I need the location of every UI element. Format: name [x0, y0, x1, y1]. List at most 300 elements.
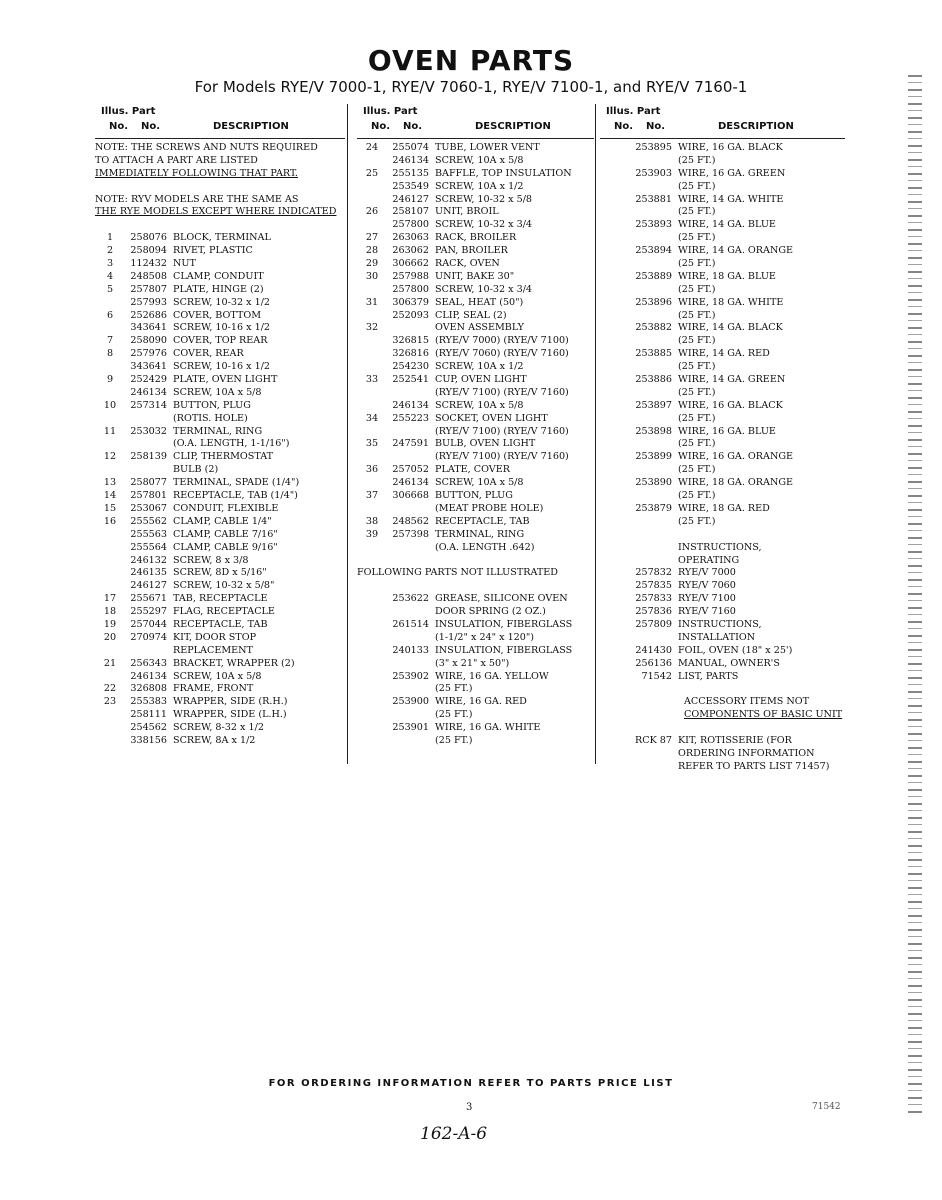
part-description: WIRE, 14 GA. WHITE	[678, 193, 784, 205]
parts-row	[357, 284, 594, 297]
part-number: 253885	[635, 348, 672, 360]
part-number: 255297	[130, 606, 167, 618]
accessory-heading: COMPONENTS OF BASIC UNIT	[684, 709, 843, 721]
illus-number	[600, 361, 630, 374]
column-header	[600, 104, 845, 139]
illus-part-header: Illus. Part	[101, 106, 156, 117]
part-number: 257052	[392, 464, 429, 476]
part-number: 253886	[635, 374, 672, 386]
part-description: (25 FT.)	[678, 206, 716, 218]
illus-number	[357, 696, 387, 709]
illus-number	[95, 387, 125, 400]
part-description: (25 FT.)	[435, 734, 473, 746]
parts-column-1	[95, 104, 345, 748]
parts-row	[357, 155, 594, 168]
parts-row	[600, 529, 845, 542]
part-description: TUBE, LOWER VENT	[435, 142, 540, 153]
illus-number	[357, 683, 387, 696]
parts-row	[357, 361, 594, 374]
illus-number	[600, 555, 630, 568]
illus-number	[357, 426, 387, 439]
illus-number: 28	[365, 245, 379, 257]
illus-number: 23	[103, 696, 117, 708]
part-number: 247591	[392, 438, 429, 450]
parts-row	[600, 335, 845, 348]
part-number: 258076	[130, 232, 167, 244]
part-description: CLAMP, CABLE 7/16"	[173, 528, 278, 540]
part-number: 253881	[635, 193, 672, 205]
illus-number	[600, 593, 630, 606]
parts-row	[357, 297, 594, 310]
parts-list	[357, 593, 594, 748]
illus-number	[600, 464, 630, 477]
parts-row	[357, 683, 594, 696]
part-description: SCREW, 8D x 5/16"	[173, 567, 267, 579]
parts-row	[600, 142, 845, 155]
parts-row	[600, 155, 845, 168]
parts-row	[357, 658, 594, 671]
part-number: 257976	[130, 348, 167, 360]
part-number: 248562	[392, 515, 429, 527]
part-description: NUT	[173, 258, 196, 270]
part-number: 253902	[392, 670, 429, 682]
part-number: 257833	[635, 593, 672, 605]
parts-row	[95, 322, 345, 335]
part-description: CLAMP, CABLE 1/4"	[173, 515, 272, 527]
illus-number	[357, 645, 387, 658]
parts-row	[357, 374, 594, 387]
part-description: WIRE, 18 GA. RED	[678, 502, 770, 514]
note-block	[95, 142, 345, 232]
part-number: 253032	[130, 425, 167, 437]
parts-row	[357, 606, 594, 619]
illus-number: 38	[365, 515, 379, 527]
part-number	[630, 748, 678, 761]
page-number: 3	[466, 1102, 473, 1113]
part-number: 343641	[130, 361, 167, 373]
part-description: UNIT, BAKE 30"	[435, 270, 515, 282]
parts-row	[357, 194, 594, 207]
part-description: CLAMP, CABLE 9/16"	[173, 541, 278, 553]
part-description: GREASE, SILICONE OVEN	[435, 593, 568, 605]
part-number: 257835	[635, 580, 672, 592]
part-number: 253897	[635, 399, 672, 411]
illus-number: 25	[365, 167, 379, 179]
part-description: SCREW, 10A x 5/8	[435, 399, 524, 411]
part-number: 258139	[130, 451, 167, 463]
part-description: WIRE, 18 GA. ORANGE	[678, 477, 794, 489]
part-description: (O.A. LENGTH .642)	[435, 541, 535, 553]
part-description: (3" x 21" x 50")	[435, 657, 510, 669]
description-header: DESCRIPTION	[213, 121, 289, 132]
part-description: (25 FT.)	[678, 232, 716, 244]
part-description: WIRE, 16 GA. BLACK	[678, 399, 783, 411]
parts-row	[600, 426, 845, 439]
part-number	[630, 232, 678, 245]
part-number	[630, 310, 678, 323]
part-description: CUP, OVEN LIGHT	[435, 374, 527, 386]
illus-number	[357, 671, 387, 684]
part-number	[630, 206, 678, 219]
part-number: 263062	[392, 245, 429, 257]
parts-row	[600, 374, 845, 387]
part-description: COVER, REAR	[173, 348, 244, 360]
parts-row	[95, 735, 345, 748]
part-description: MANUAL, OWNER'S	[678, 657, 780, 669]
part-description: INSULATION, FIBERGLASS	[435, 618, 573, 630]
part-description: CONDUIT, FLEXIBLE	[173, 502, 279, 514]
accessory-heading: ACCESSORY ITEMS NOT	[684, 696, 810, 708]
parts-row	[95, 361, 345, 374]
illus-number	[600, 194, 630, 207]
part-description: (25 FT.)	[678, 283, 716, 295]
parts-row	[357, 696, 594, 709]
part-description: KIT, ROTISSERIE (FOR	[678, 734, 792, 746]
illus-number: 9	[106, 374, 114, 386]
part-description: CLIP, THERMOSTAT	[173, 451, 274, 463]
illus-number	[357, 632, 387, 645]
parts-row	[357, 529, 594, 542]
part-number	[630, 335, 678, 348]
part-number: 257832	[635, 567, 672, 579]
part-number: 257398	[392, 528, 429, 540]
part-number: 258107	[392, 206, 429, 218]
part-description: TERMINAL, RING	[435, 528, 525, 540]
part-number: 253622	[392, 593, 429, 605]
parts-list	[357, 142, 594, 555]
part-number	[630, 516, 678, 529]
parts-row	[95, 593, 345, 606]
parts-row	[600, 619, 845, 632]
parts-row	[600, 438, 845, 451]
part-number: 253549	[392, 180, 429, 192]
part-description: FLAG, RECEPTACLE	[173, 606, 275, 618]
part-number: 246134	[392, 477, 429, 489]
parts-row	[95, 271, 345, 284]
parts-row	[357, 245, 594, 258]
part-description: WIRE, 14 GA. BLUE	[678, 219, 776, 231]
part-number: 253895	[635, 142, 672, 153]
part-number	[630, 464, 678, 477]
page-title: OVEN PARTS	[367, 44, 575, 77]
part-description: WIRE, 16 GA. GREEN	[678, 167, 786, 179]
parts-row	[357, 335, 594, 348]
part-number: 306668	[392, 490, 429, 502]
parts-row	[600, 271, 845, 284]
parts-row	[357, 400, 594, 413]
column-divider	[595, 104, 596, 764]
scan-edge-artifact	[908, 75, 922, 1115]
part-description: BULB (2)	[173, 464, 219, 476]
note-line: NOTE: RYV MODELS ARE THE SAME AS	[95, 193, 299, 205]
illus-number	[357, 619, 387, 632]
parts-row	[600, 477, 845, 490]
parts-row	[600, 542, 845, 555]
part-number: 253900	[392, 696, 429, 708]
parts-row	[357, 168, 594, 181]
illus-number	[357, 709, 387, 722]
part-description: BRACKET, WRAPPER (2)	[173, 657, 295, 669]
parts-row	[95, 477, 345, 490]
part-number: 253899	[635, 451, 672, 463]
illus-number	[95, 645, 125, 658]
part-number	[630, 438, 678, 451]
part-description: DOOR SPRING (2 OZ.)	[435, 606, 546, 618]
parts-row	[357, 348, 594, 361]
parts-row	[600, 451, 845, 464]
illus-number	[357, 542, 387, 555]
part-number	[387, 322, 435, 335]
part-description: WIRE, 18 GA. WHITE	[678, 296, 784, 308]
parts-row	[600, 297, 845, 310]
parts-row	[95, 451, 345, 464]
part-number: 343641	[130, 322, 167, 334]
illus-number: 18	[103, 606, 117, 618]
part-number	[630, 155, 678, 168]
part-description: SCREW, 8A x 1/2	[173, 734, 256, 746]
not-illustrated-heading: FOLLOWING PARTS NOT ILLUSTRATED	[357, 567, 558, 579]
part-description: (25 FT.)	[678, 258, 716, 270]
part-number: 306662	[392, 258, 429, 270]
part-description: CLAMP, CONDUIT	[173, 270, 264, 282]
part-number: 257314	[130, 399, 167, 411]
illus-number	[95, 735, 125, 748]
part-description: COVER, BOTTOM	[173, 309, 262, 321]
part-description: RECEPTACLE, TAB (1/4")	[173, 490, 298, 502]
part-description: SCREW, 10A x 5/8	[173, 670, 262, 682]
part-description: (25 FT.)	[678, 335, 716, 347]
illus-number	[357, 658, 387, 671]
parts-row	[600, 503, 845, 516]
part-description: INSULATION, FIBERGLASS	[435, 644, 573, 656]
illus-number: 19	[103, 618, 117, 630]
illus-number	[600, 516, 630, 529]
parts-row	[600, 748, 845, 761]
parts-row	[95, 348, 345, 361]
part-number	[387, 503, 435, 516]
illus-number: 22	[103, 683, 117, 695]
parts-row	[600, 387, 845, 400]
part-number: 255074	[392, 142, 429, 153]
part-number	[630, 761, 678, 774]
illus-number	[357, 606, 387, 619]
part-number: 257807	[130, 283, 167, 295]
parts-row	[600, 310, 845, 323]
illus-number	[357, 387, 387, 400]
part-description: (25 FT.)	[678, 180, 716, 192]
part-description: (25 FT.)	[678, 438, 716, 450]
parts-row	[600, 555, 845, 568]
part-description: BUTTON, PLUG	[173, 399, 251, 411]
parts-row	[357, 142, 594, 155]
illus-number	[600, 451, 630, 464]
parts-row	[600, 258, 845, 271]
parts-row	[600, 194, 845, 207]
parts-row	[95, 722, 345, 735]
illus-number: 14	[103, 490, 117, 502]
parts-row	[357, 258, 594, 271]
part-description: SCREW, 10-16 x 1/2	[173, 322, 271, 334]
illus-number	[600, 645, 630, 658]
part-number	[387, 709, 435, 722]
parts-column-2	[357, 104, 594, 748]
part-description: (MEAT PROBE HOLE)	[435, 502, 544, 514]
illus-number	[600, 297, 630, 310]
illus-number	[95, 438, 125, 451]
part-description: SCREW, 8 x 3/8	[173, 554, 249, 566]
illus-number	[600, 619, 630, 632]
part-description: (25 FT.)	[678, 412, 716, 424]
illus-number	[600, 542, 630, 555]
description-header: DESCRIPTION	[718, 121, 794, 132]
parts-row	[357, 464, 594, 477]
parts-row	[357, 322, 594, 335]
parts-row	[600, 464, 845, 477]
parts-row	[600, 658, 845, 671]
column-header	[95, 104, 345, 139]
part-number: 248508	[130, 270, 167, 282]
part-number: 252093	[392, 309, 429, 321]
part-description: (25 FT.)	[678, 515, 716, 527]
parts-row	[357, 735, 594, 748]
part-description: WIRE, 16 GA. ORANGE	[678, 451, 794, 463]
part-number: 246127	[130, 580, 167, 592]
illus-part-header: Illus. Part	[606, 106, 661, 117]
part-number: 256136	[635, 657, 672, 669]
part-description: (25 FT.)	[678, 154, 716, 166]
part-number: 246135	[130, 567, 167, 579]
part-number: 252686	[130, 309, 167, 321]
parts-row	[600, 168, 845, 181]
part-description: WRAPPER, SIDE (L.H.)	[173, 709, 287, 721]
illus-number: 5	[106, 283, 114, 295]
illus-part-header: Illus. Part	[363, 106, 418, 117]
part-number: 326808	[130, 683, 167, 695]
part-description: (RYE/V 7100) (RYE/V 7160)	[435, 425, 569, 437]
parts-list	[600, 142, 845, 683]
part-number: 71542	[641, 670, 672, 682]
illus-number	[600, 284, 630, 297]
illus-number: 30	[365, 270, 379, 282]
parts-row	[357, 632, 594, 645]
illus-number	[95, 413, 125, 426]
part-number: 253893	[635, 219, 672, 231]
illus-number: 37	[365, 490, 379, 502]
part-description: PLATE, COVER	[435, 464, 510, 476]
illus-number	[95, 361, 125, 374]
part-number: 252429	[130, 374, 167, 386]
parts-row	[357, 503, 594, 516]
part-number: 270974	[130, 631, 167, 643]
parts-row	[357, 413, 594, 426]
part-description: RYE/V 7000	[678, 567, 736, 579]
illus-number: 3	[106, 258, 114, 270]
illus-number: 17	[103, 593, 117, 605]
illus-number	[600, 374, 630, 387]
part-number: 253882	[635, 322, 672, 334]
part-number	[387, 426, 435, 439]
part-description: CLIP, SEAL (2)	[435, 309, 507, 321]
column-header	[357, 104, 594, 139]
part-number: 254230	[392, 361, 429, 373]
part-number: 255564	[130, 541, 167, 553]
illus-number	[600, 580, 630, 593]
illus-number: 24	[365, 142, 379, 153]
parts-row	[600, 567, 845, 580]
handwritten-note: 162-A-6	[420, 1124, 488, 1144]
illus-number: 15	[103, 502, 117, 514]
part-description: RYE/V 7060	[678, 580, 736, 592]
part-number	[630, 555, 678, 568]
part-number: 258111	[130, 709, 167, 721]
part-number	[630, 413, 678, 426]
illus-number	[600, 142, 630, 155]
part-description: (25 FT.)	[678, 386, 716, 398]
part-number	[387, 542, 435, 555]
parts-row	[600, 206, 845, 219]
part-description: (RYE/V 7000) (RYE/V 7100)	[435, 335, 569, 347]
part-description: SCREW, 8-32 x 1/2	[173, 722, 264, 734]
parts-row	[95, 606, 345, 619]
part-no-header: No.	[646, 121, 666, 132]
part-number: 253067	[130, 502, 167, 514]
illus-number	[357, 335, 387, 348]
parts-row	[600, 490, 845, 503]
illus-number	[600, 181, 630, 194]
part-description: WIRE, 16 GA. BLACK	[678, 142, 783, 153]
part-number: 253879	[635, 502, 672, 514]
part-description: RECEPTACLE, TAB	[435, 515, 530, 527]
part-number: 257993	[130, 296, 167, 308]
parts-row	[357, 438, 594, 451]
parts-row	[600, 232, 845, 245]
illus-number	[600, 348, 630, 361]
part-number: 252541	[392, 374, 429, 386]
illus-number: 21	[103, 657, 117, 669]
part-number: 246134	[130, 670, 167, 682]
note-line: TO ATTACH A PART ARE LISTED	[95, 154, 258, 166]
parts-column-3	[600, 104, 845, 774]
part-number: 255671	[130, 593, 167, 605]
part-number	[630, 258, 678, 271]
parts-row	[600, 361, 845, 374]
illus-number: 8	[106, 348, 114, 360]
part-number	[387, 606, 435, 619]
illus-number: 35	[365, 438, 379, 450]
part-description: (1-1/2" x 24" x 120")	[435, 631, 535, 643]
parts-row	[95, 284, 345, 297]
part-number: 255563	[130, 528, 167, 540]
illus-number	[357, 155, 387, 168]
part-description: BUTTON, PLUG	[435, 490, 513, 502]
illus-number: 11	[103, 425, 117, 437]
illus-number: 26	[365, 206, 379, 218]
illus-number	[600, 632, 630, 645]
part-number: 306379	[392, 296, 429, 308]
illus-number	[600, 671, 630, 684]
illus-number	[600, 503, 630, 516]
part-description: (RYE/V 7100) (RYE/V 7160)	[435, 386, 569, 398]
parts-row	[357, 593, 594, 606]
illus-number: 31	[365, 296, 379, 308]
illus-number	[600, 322, 630, 335]
part-description: INSTALLATION	[678, 631, 756, 643]
part-description: RACK, BROILER	[435, 232, 517, 244]
illus-number	[357, 451, 387, 464]
part-number	[125, 464, 173, 477]
illus-no-header: No.	[109, 121, 129, 132]
parts-row	[95, 335, 345, 348]
